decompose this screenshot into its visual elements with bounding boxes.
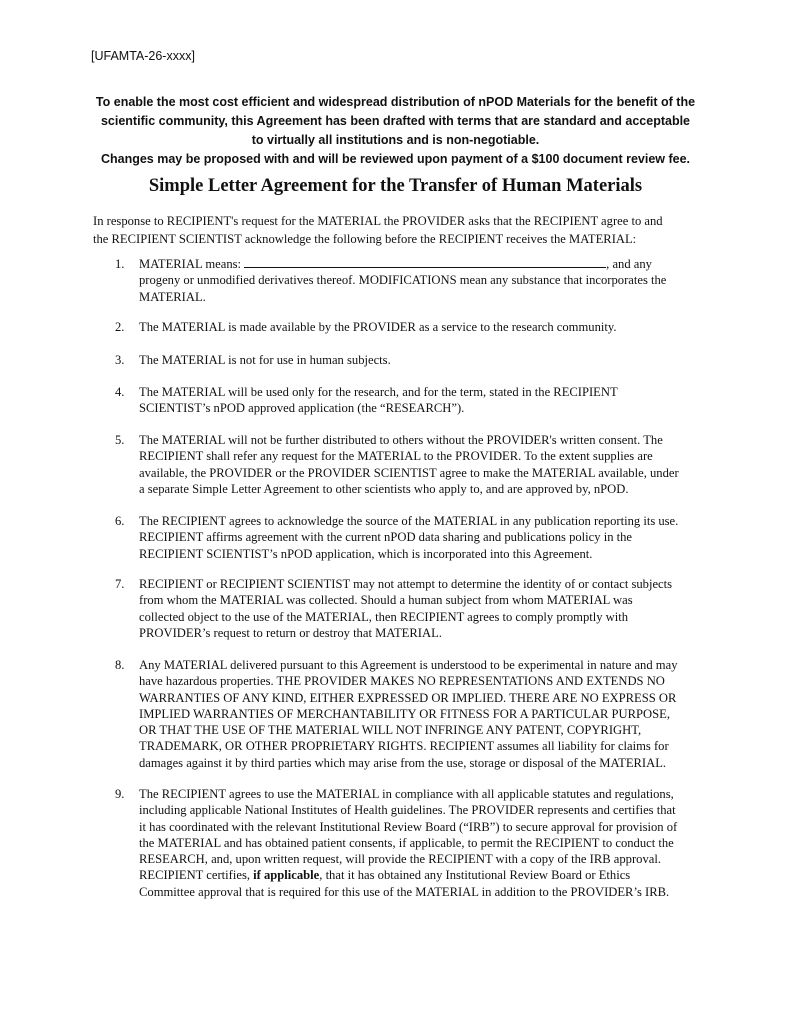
clause-number: 7. (115, 577, 125, 591)
material-label: MATERIAL means: (139, 257, 245, 271)
clause-body (139, 384, 719, 417)
clause-line: including applicable National Institutes of Health guidelines. The PROVIDER represents and certifies that (139, 803, 676, 818)
material-suffix: , and any (606, 257, 652, 271)
clause-line: available, the PROVIDER or the PROVIDER SCIENTIST agree to make the MATERIAL available, under (139, 465, 679, 480)
intro-paragraph (93, 212, 713, 248)
clause-line: The MATERIAL is made available by the PROVIDER as a service to the research community. (139, 320, 617, 334)
clause-line: The MATERIAL will not be further distributed to others without the PROVIDER's written consent. The (139, 433, 663, 447)
clause-number: 9. (115, 787, 125, 801)
clause-line: TRADEMARK, OR OTHER PROPRIETARY RIGHTS. RECIPIENT assumes all liability for claims for (139, 739, 669, 754)
clause-line: OR THAT THE USE OF THE MATERIAL WILL NOT INFRINGE ANY PATENT, COPYRIGHT, (139, 723, 642, 738)
clause-line (139, 867, 719, 883)
clause-body (139, 513, 719, 562)
clause-line: SCIENTIST’s nPOD approved application (the “RESEARCH”). (139, 401, 465, 416)
clause-line: from whom the MATERIAL was collected. Should a human subject from whom MATERIAL was (139, 593, 633, 608)
clause-line: damages against it by third parties which may arise from the use, storage or disposal of the MATERIAL. (139, 755, 667, 770)
document-title: Simple Letter Agreement for the Transfer of Human Materials (148, 176, 643, 196)
clause-body (139, 657, 719, 771)
clause-line: The MATERIAL is not for use in human subjects. (139, 353, 391, 367)
clause-line: have hazardous properties. THE PROVIDER MAKES NO REPRESENTATIONS AND EXTENDS NO (139, 674, 665, 689)
notice-line: Changes may be proposed with and will be reviewed upon payment of a $100 document review fee. (100, 152, 691, 166)
clause-number: 5. (115, 433, 125, 447)
clause-line: it has coordinated with the relevant Institutional Review Board (“IRB”) to secure approval for provision of (139, 819, 678, 834)
notice-line: To enable the most cost efficient and widespread distribution of nPOD Materials for the benefit of the (95, 95, 696, 109)
clause-line: Committee approval that is required for this use of the MATERIAL in addition to the PROVIDER’s IRB. (139, 884, 670, 899)
clause-number: 6. (115, 514, 125, 528)
notice-line: scientific community, this Agreement has been drafted with terms that are standard and acceptable (100, 114, 691, 128)
clause-line: WARRANTIES OF ANY KIND, EITHER EXPRESSED OR IMPLIED. THERE ARE NO EXPRESS OR (139, 690, 677, 705)
clause-line: The RECIPIENT agrees to acknowledge the source of the MATERIAL in any publication reporting its use. (139, 514, 679, 528)
intro-line: the RECIPIENT SCIENTIST acknowledge the following before the RECIPIENT receives the MATERIAL: (93, 232, 637, 246)
clause-number: 8. (115, 658, 125, 672)
clause-line: PROVIDER’s request to return or destroy that MATERIAL. (139, 625, 442, 640)
clause-line (139, 256, 719, 272)
certifies-text-continued: , that it has obtained any Institutional Review Board or Ethics (319, 868, 631, 883)
clause-line: progeny or unmodified derivatives thereof. MODIFICATIONS mean any substance that incorporates the (139, 273, 667, 288)
clause-number: 2. (115, 320, 125, 334)
clause-line: MATERIAL. (139, 289, 206, 304)
clause-body (139, 432, 719, 497)
if-applicable-emphasis: if applicable (253, 868, 320, 883)
non-negotiable-notice (85, 93, 706, 169)
clause-body (139, 352, 719, 368)
clause-line: Any MATERIAL delivered pursuant to this Agreement is understood to be experimental in nature and may (139, 658, 678, 672)
clause-line: RECIPIENT or RECIPIENT SCIENTIST may not attempt to determine the identity of or contact subjects (139, 577, 673, 591)
clause-number: 1. (115, 257, 125, 271)
certifies-text: RECIPIENT certifies, (139, 868, 254, 883)
notice-line: to virtually all institutions and is non-negotiable. (251, 133, 540, 147)
intro-line: In response to RECIPIENT's request for the MATERIAL the PROVIDER asks that the RECIPIENT agree to and (93, 214, 663, 228)
clause-number: 4. (115, 385, 125, 399)
agreement-reference-number: [UFAMTA-26-xxxx] (91, 49, 195, 63)
clause-line: RECIPIENT SCIENTIST’s nPOD application, which is incorporated into this Agreement. (139, 546, 593, 561)
clause-number: 3. (115, 353, 125, 367)
clause-body (139, 319, 719, 335)
clause-line: IMPLIED WARRANTIES OF MERCHANTABILITY OR FITNESS FOR A PARTICULAR PURPOSE, (139, 706, 670, 721)
clause-line: RECIPIENT shall refer any request for the MATERIAL to the PROVIDER. To the extent supplies are (139, 449, 653, 464)
clause-body (139, 786, 719, 900)
clause-line: The RECIPIENT agrees to use the MATERIAL in compliance with all applicable statutes and regulations, (139, 787, 674, 801)
clause-line: collected object to the use of the MATERIAL, then RECIPIENT agrees to comply promptly with (139, 609, 629, 624)
clause-body (139, 576, 719, 641)
clause-line: a separate Simple Letter Agreement to other scientists who apply to, and are approved by, nPOD. (139, 481, 629, 496)
clause-line: the MATERIAL and has obtained patient consents, if applicable, to permit the RECIPIENT to conduct the (139, 835, 674, 850)
clause-line: RECIPIENT affirms agreement with the current nPOD data sharing and publications policy in the (139, 530, 633, 545)
material-description-blank[interactable] (244, 256, 606, 268)
clause-body (139, 256, 719, 305)
clause-line: RESEARCH, and, upon written request, will provide the RECIPIENT with a copy of the IRB approval. (139, 852, 661, 867)
clause-line: The MATERIAL will be used only for the research, and for the term, stated in the RECIPIENT (139, 385, 618, 399)
